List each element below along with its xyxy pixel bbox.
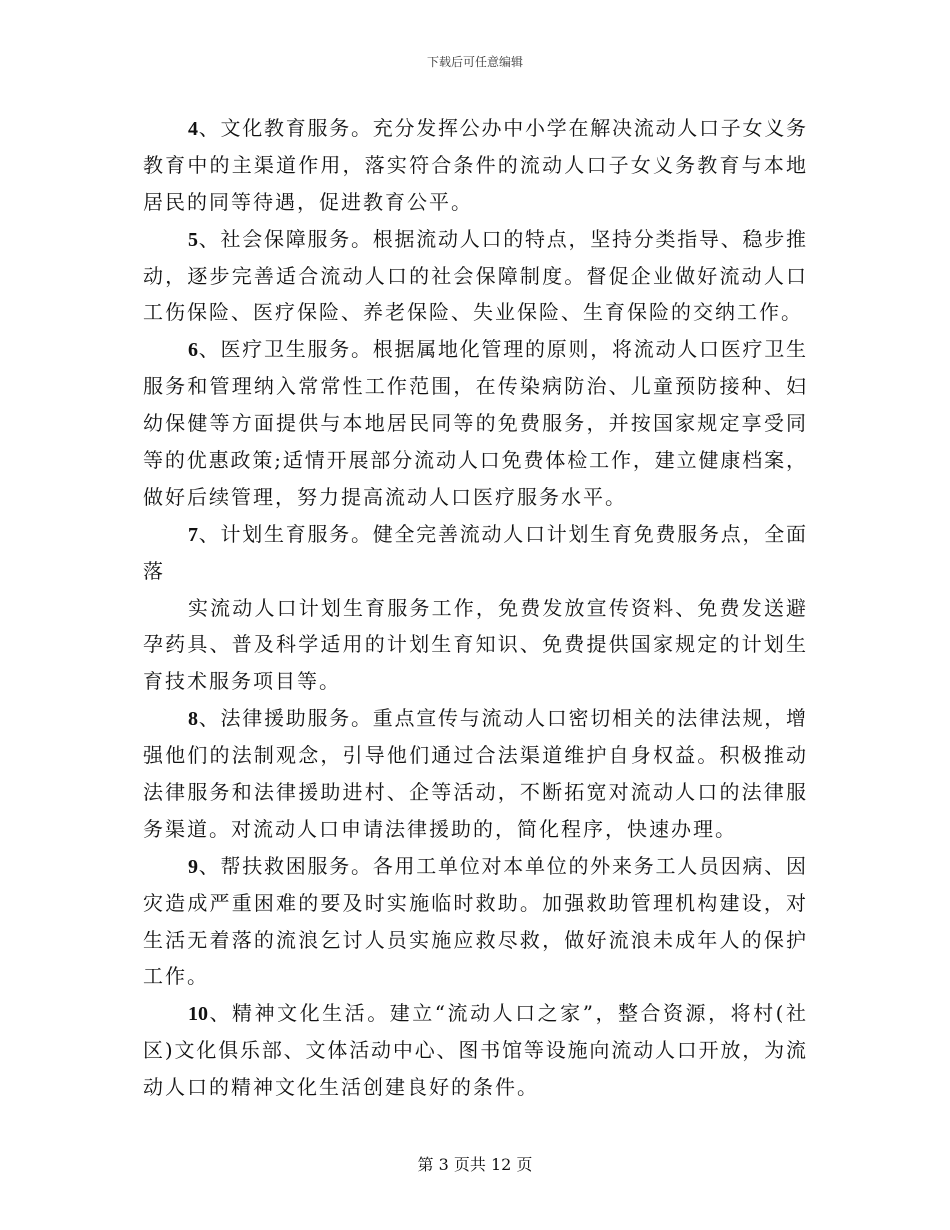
line-text: 、帮扶救困服务。各用工单位对本单位的外来务工人员因病、因 — [198, 853, 807, 878]
paragraph-line — [143, 995, 807, 1032]
paragraph-line: 强他们的法制观念，引导他们通过合法渠道维护自身权益。积极推动 — [143, 743, 807, 768]
paragraph-line: 灾造成严重困难的要及时实施临时救助。加强救助管理机构建设，对 — [143, 890, 807, 915]
paragraph-line: 动，逐步完善适合流动人口的社会保障制度。督促企业做好流动人口 — [143, 263, 807, 288]
line-text: 、法律援助服务。重点宣传与流动人口密切相关的法律法规，增 — [198, 706, 807, 731]
paragraph-line: 区)文化俱乐部、文体活动中心、图书馆等设施向流动人口开放，为流 — [143, 1038, 807, 1063]
paragraph-line: 居民的同等待遇，促进教育公平。 — [143, 189, 473, 214]
line-text: 、精神文化生活。建立“流动人口之家”，整合资源，将村(社 — [208, 1001, 807, 1026]
paragraph-line — [143, 848, 807, 885]
paragraph-item-10 — [143, 995, 807, 1106]
paragraph-line: 工作。 — [143, 964, 209, 989]
paragraph-line — [143, 110, 807, 147]
paragraph-item-5 — [143, 221, 807, 332]
paragraph-line: 动人口的精神文化生活创建良好的条件。 — [143, 1075, 539, 1100]
line-text: 、计划生育服务。健全完善流动人口计划生育免费服务点，全面 — [198, 521, 807, 546]
paragraph-line: 实流动人口计划生育服务工作，免费发放宣传资料、免费发送避 — [188, 595, 807, 620]
line-text: 、医疗卫生服务。根据属地化管理的原则，将流动人口医疗卫生 — [198, 337, 807, 362]
paragraph-line — [143, 331, 807, 368]
page-header-note: 下载后可任意编辑 — [426, 55, 523, 69]
paragraph-item-4 — [143, 110, 807, 221]
item-number: 6 — [188, 339, 198, 362]
paragraph-item-7 — [143, 516, 807, 590]
paragraph-line: 落 — [143, 558, 165, 583]
paragraph-line: 服务和管理纳入常常性工作范围，在传染病防治、儿童预防接种、妇 — [143, 374, 807, 399]
paragraph-continuation — [143, 590, 807, 701]
item-number: 10 — [188, 1003, 208, 1026]
item-number: 9 — [188, 855, 198, 878]
line-text: 、社会保障服务。根据流动人口的特点，坚持分类指导、稳步推 — [198, 226, 807, 251]
page-number-footer: 第 3 页共 12 页 — [417, 1155, 533, 1174]
paragraph-line: 工伤保险、医疗保险、养老保险、失业保险、生育保险的交纳工作。 — [143, 300, 803, 325]
paragraph-line: 育技术服务项目等。 — [143, 669, 341, 694]
paragraph-line: 做好后续管理，努力提高流动人口医疗服务水平。 — [143, 484, 627, 509]
line-text: 、文化教育服务。充分发挥公办中小学在解决流动人口子女义务 — [198, 116, 807, 140]
paragraph-line: 孕药具、普及科学适用的计划生育知识、免费提供国家规定的计划生 — [143, 632, 807, 657]
paragraph-line: 教育中的主渠道作用，落实符合条件的流动人口子女义务教育与本地 — [143, 152, 807, 177]
paragraph-line — [143, 700, 807, 737]
paragraph-item-9 — [143, 848, 807, 996]
item-number: 8 — [188, 708, 198, 731]
paragraph-line: 幼保健等方面提供与本地居民同等的免费服务，并按国家规定享受同 — [143, 411, 807, 436]
paragraph-item-6 — [143, 331, 807, 515]
paragraph-item-8 — [143, 700, 807, 848]
paragraph-line — [143, 516, 807, 553]
paragraph-line: 等的优惠政策;适情开展部分流动人口免费体检工作，建立健康档案， — [143, 448, 807, 473]
item-number: 5 — [188, 228, 198, 251]
item-number: 4 — [188, 118, 198, 140]
item-number: 7 — [188, 523, 198, 546]
paragraph-line — [143, 221, 807, 258]
paragraph-line: 生活无着落的流浪乞讨人员实施应救尽救，做好流浪未成年人的保护 — [143, 927, 807, 952]
paragraph-line: 法律服务和法律援助进村、企等活动，不断拓宽对流动人口的法律服 — [143, 780, 807, 805]
paragraph-line: 务渠道。对流动人口申请法律援助的，简化程序，快速办理。 — [143, 816, 737, 841]
document-body — [143, 110, 807, 1106]
